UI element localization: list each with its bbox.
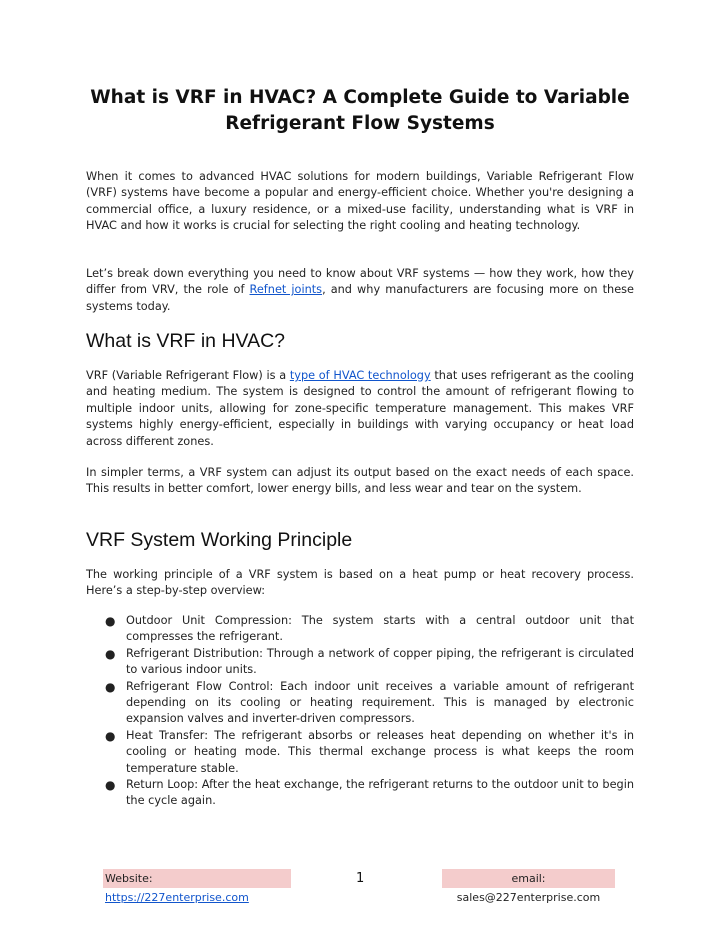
bullet-icon: ● — [105, 778, 116, 793]
bullet-icon: ● — [105, 614, 116, 628]
section1-paragraph-1-text-b: that uses refrigerant as the cooling and heating medium. The system is designed to control the amount of refrigerant flowing to multiple indoor units, allowing for zone-specific temperature management. This makes VRF systems highly energy-efficient, especially in buildings with varying occupancy or heat load across different zones. — [86, 369, 634, 448]
section1-paragraph-2: In simpler terms, a VRF system can adjust its output based on the exact needs of each space. This results in better comfort, lower energy bills, and less wear and tear on the system. — [86, 466, 634, 496]
intro-paragraph-2-text-b: , and why manufacturers are focusing more on these systems today. — [86, 283, 634, 313]
list-item-text: Return Loop: After the heat exchange, the refrigerant returns to the outdoor unit to begin the cycle again. — [126, 778, 634, 808]
section2-paragraph-1: The working principle of a VRF system is based on a heat pump or heat recovery process. Here’s a step-by-step overview: — [86, 568, 634, 598]
bullet-icon: ● — [105, 679, 116, 694]
refnet-joints-link[interactable]: Refnet joints — [249, 283, 323, 297]
footer-website — [103, 869, 291, 904]
working-steps-list — [86, 613, 634, 810]
list-item — [86, 646, 634, 679]
footer-email: email: sales@227enterprise.com — [442, 869, 615, 888]
bullet-icon: ● — [105, 728, 116, 743]
list-item — [86, 728, 634, 777]
section-heading-what-is-vrf: What is VRF in HVAC? — [86, 330, 286, 352]
page-title: What is VRF in HVAC? A Complete Guide to Variable Refrigerant Flow Systems — [90, 87, 630, 134]
list-item-text: Refrigerant Flow Control: Each indoor unit receives a variable amount of refrigerant depending on its cooling or heating requirement. This is managed by electronic expansion valves and inverter-driven compressors. — [126, 679, 634, 726]
section1-paragraph-1-text-a: VRF (Variable Refrigerant Flow) is a — [86, 369, 290, 382]
list-item — [86, 777, 634, 810]
intro-paragraph-2-text-a: Let’s break down everything you need to know about VRF systems — how they work, how they differ from VRV, the role of — [86, 267, 634, 297]
list-item — [86, 613, 634, 646]
page-number: 1 — [356, 871, 365, 886]
list-item-text: Refrigerant Distribution: Through a network of copper piping, the refrigerant is circulated to various indoor units. — [126, 646, 634, 677]
intro-paragraph-2 — [86, 266, 634, 315]
footer-website-link[interactable]: https://227enterprise.com — [105, 891, 249, 904]
list-item-text: Heat Transfer: The refrigerant absorbs or releases heat depending on whether it's in cooling or heating mode. This thermal exchange process is what keeps the room temperature stable. — [126, 728, 634, 775]
section-heading-working-principle: VRF System Working Principle — [86, 529, 353, 551]
footer-website-label: Website: — [105, 872, 153, 885]
list-item — [86, 679, 634, 728]
hvac-technology-link[interactable]: type of HVAC technology — [289, 369, 431, 382]
bullet-icon: ● — [105, 646, 116, 661]
section1-paragraph-1 — [86, 368, 634, 450]
intro-paragraph-1: When it comes to advanced HVAC solutions for modern buildings, Variable Refrigerant Flow (VRF) systems have become a popular and energy-efficient choice. Whether you're designing a commercial office, a luxury residence, or a mixed-use facility, understanding what is VRF in HVAC and how it works is crucial for selecting the right cooling and heating technology. — [86, 170, 634, 233]
list-item-text: Outdoor Unit Compression: The system starts with a central outdoor unit that compresses the refrigerant. — [126, 614, 634, 644]
